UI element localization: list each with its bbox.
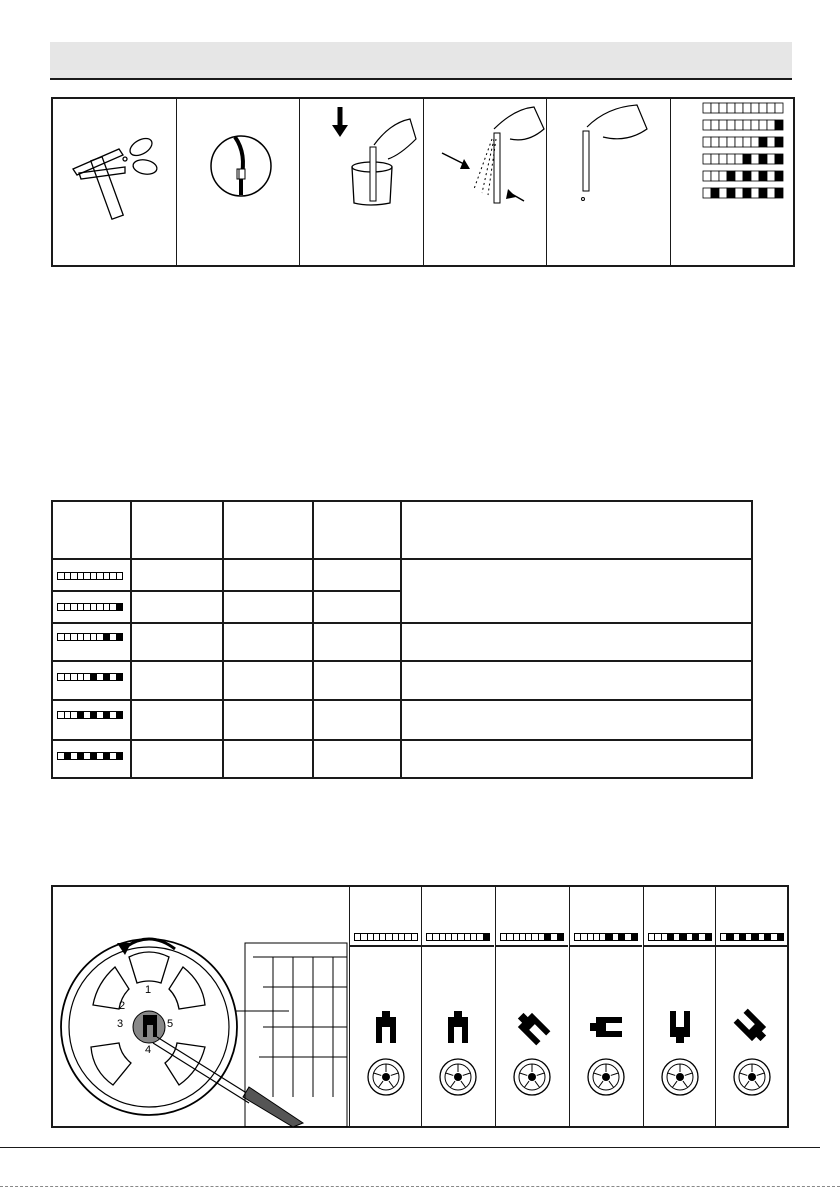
dial-hardness-strip — [354, 933, 418, 941]
hand-strip-icon — [547, 99, 671, 265]
strip-comparison-chart — [671, 99, 795, 265]
hardness-strip-5 — [703, 188, 783, 198]
hardness-strip-1 — [703, 120, 783, 130]
column-separator — [422, 945, 494, 947]
test-strip-steps — [51, 97, 795, 267]
dial-setting-column — [421, 887, 494, 1126]
table-divider — [53, 558, 751, 560]
hardness-strip-3 — [703, 154, 783, 164]
dial-hardness-strip — [426, 933, 490, 941]
dial-number: 3 — [117, 1018, 124, 1030]
water-hardness-table — [51, 500, 753, 779]
dial-setting-column — [349, 887, 422, 1126]
dial-position-icon — [644, 1007, 716, 1107]
hardness-strip-2 — [703, 137, 783, 147]
dial-number: 2 — [119, 1000, 126, 1012]
dial-position-icon — [716, 1007, 788, 1107]
table-divider — [53, 660, 751, 662]
table-divider — [53, 699, 751, 701]
table-hardness-strip — [57, 603, 123, 611]
table-hardness-strip — [57, 633, 123, 641]
section-header-bar — [50, 42, 792, 80]
dial-illustration — [53, 887, 349, 1127]
column-separator — [570, 945, 642, 947]
dial-hardness-strip — [720, 933, 784, 941]
dial-hardness-strip — [574, 933, 638, 941]
table-hardness-strip — [57, 711, 123, 719]
column-separator — [496, 945, 568, 947]
footer-rule — [0, 1147, 820, 1148]
dial-number: 5 — [167, 1018, 174, 1030]
dial-setting-column — [643, 887, 716, 1126]
dial-position-icon — [570, 1007, 642, 1107]
table-divider — [53, 739, 751, 741]
dial-setting-column — [569, 887, 642, 1126]
table-divider — [53, 590, 401, 592]
table-divider — [222, 502, 224, 777]
page-cut-line — [0, 1186, 840, 1187]
step-strip-closeup — [177, 99, 301, 265]
table-divider — [312, 502, 314, 777]
dial-number: 4 — [145, 1044, 152, 1056]
hardness-strip-0 — [703, 103, 783, 113]
step-hold-strip — [547, 99, 671, 265]
hardness-strip-4 — [703, 171, 783, 181]
column-separator — [644, 945, 716, 947]
table-divider — [53, 622, 751, 624]
dial-number: 1 — [145, 984, 152, 996]
table-divider — [130, 502, 132, 777]
dial-position-icon — [350, 1007, 422, 1107]
table-hardness-strip — [57, 673, 123, 681]
step-dip-strip — [300, 99, 424, 265]
hardness-dial-panel — [51, 885, 789, 1128]
scissors-icon — [53, 99, 169, 265]
table-hardness-strip — [57, 752, 123, 760]
column-separator — [350, 945, 422, 947]
water-tap-icon — [177, 99, 301, 265]
step-cut-strip — [53, 99, 177, 265]
dial-setting-column — [495, 887, 568, 1126]
step-shake-strip — [424, 99, 548, 265]
step-compare-strip — [671, 99, 794, 265]
column-separator — [716, 945, 788, 947]
dial-position-icon — [422, 1007, 494, 1107]
table-divider — [400, 502, 402, 777]
dial-hardness-strip — [500, 933, 564, 941]
dial-position-icon — [496, 1007, 568, 1107]
water-glass-icon — [300, 99, 424, 265]
dial-setting-column — [715, 887, 788, 1126]
hand-strip-icon — [424, 99, 548, 265]
table-hardness-strip — [57, 572, 123, 580]
dial-hardness-strip — [648, 933, 712, 941]
